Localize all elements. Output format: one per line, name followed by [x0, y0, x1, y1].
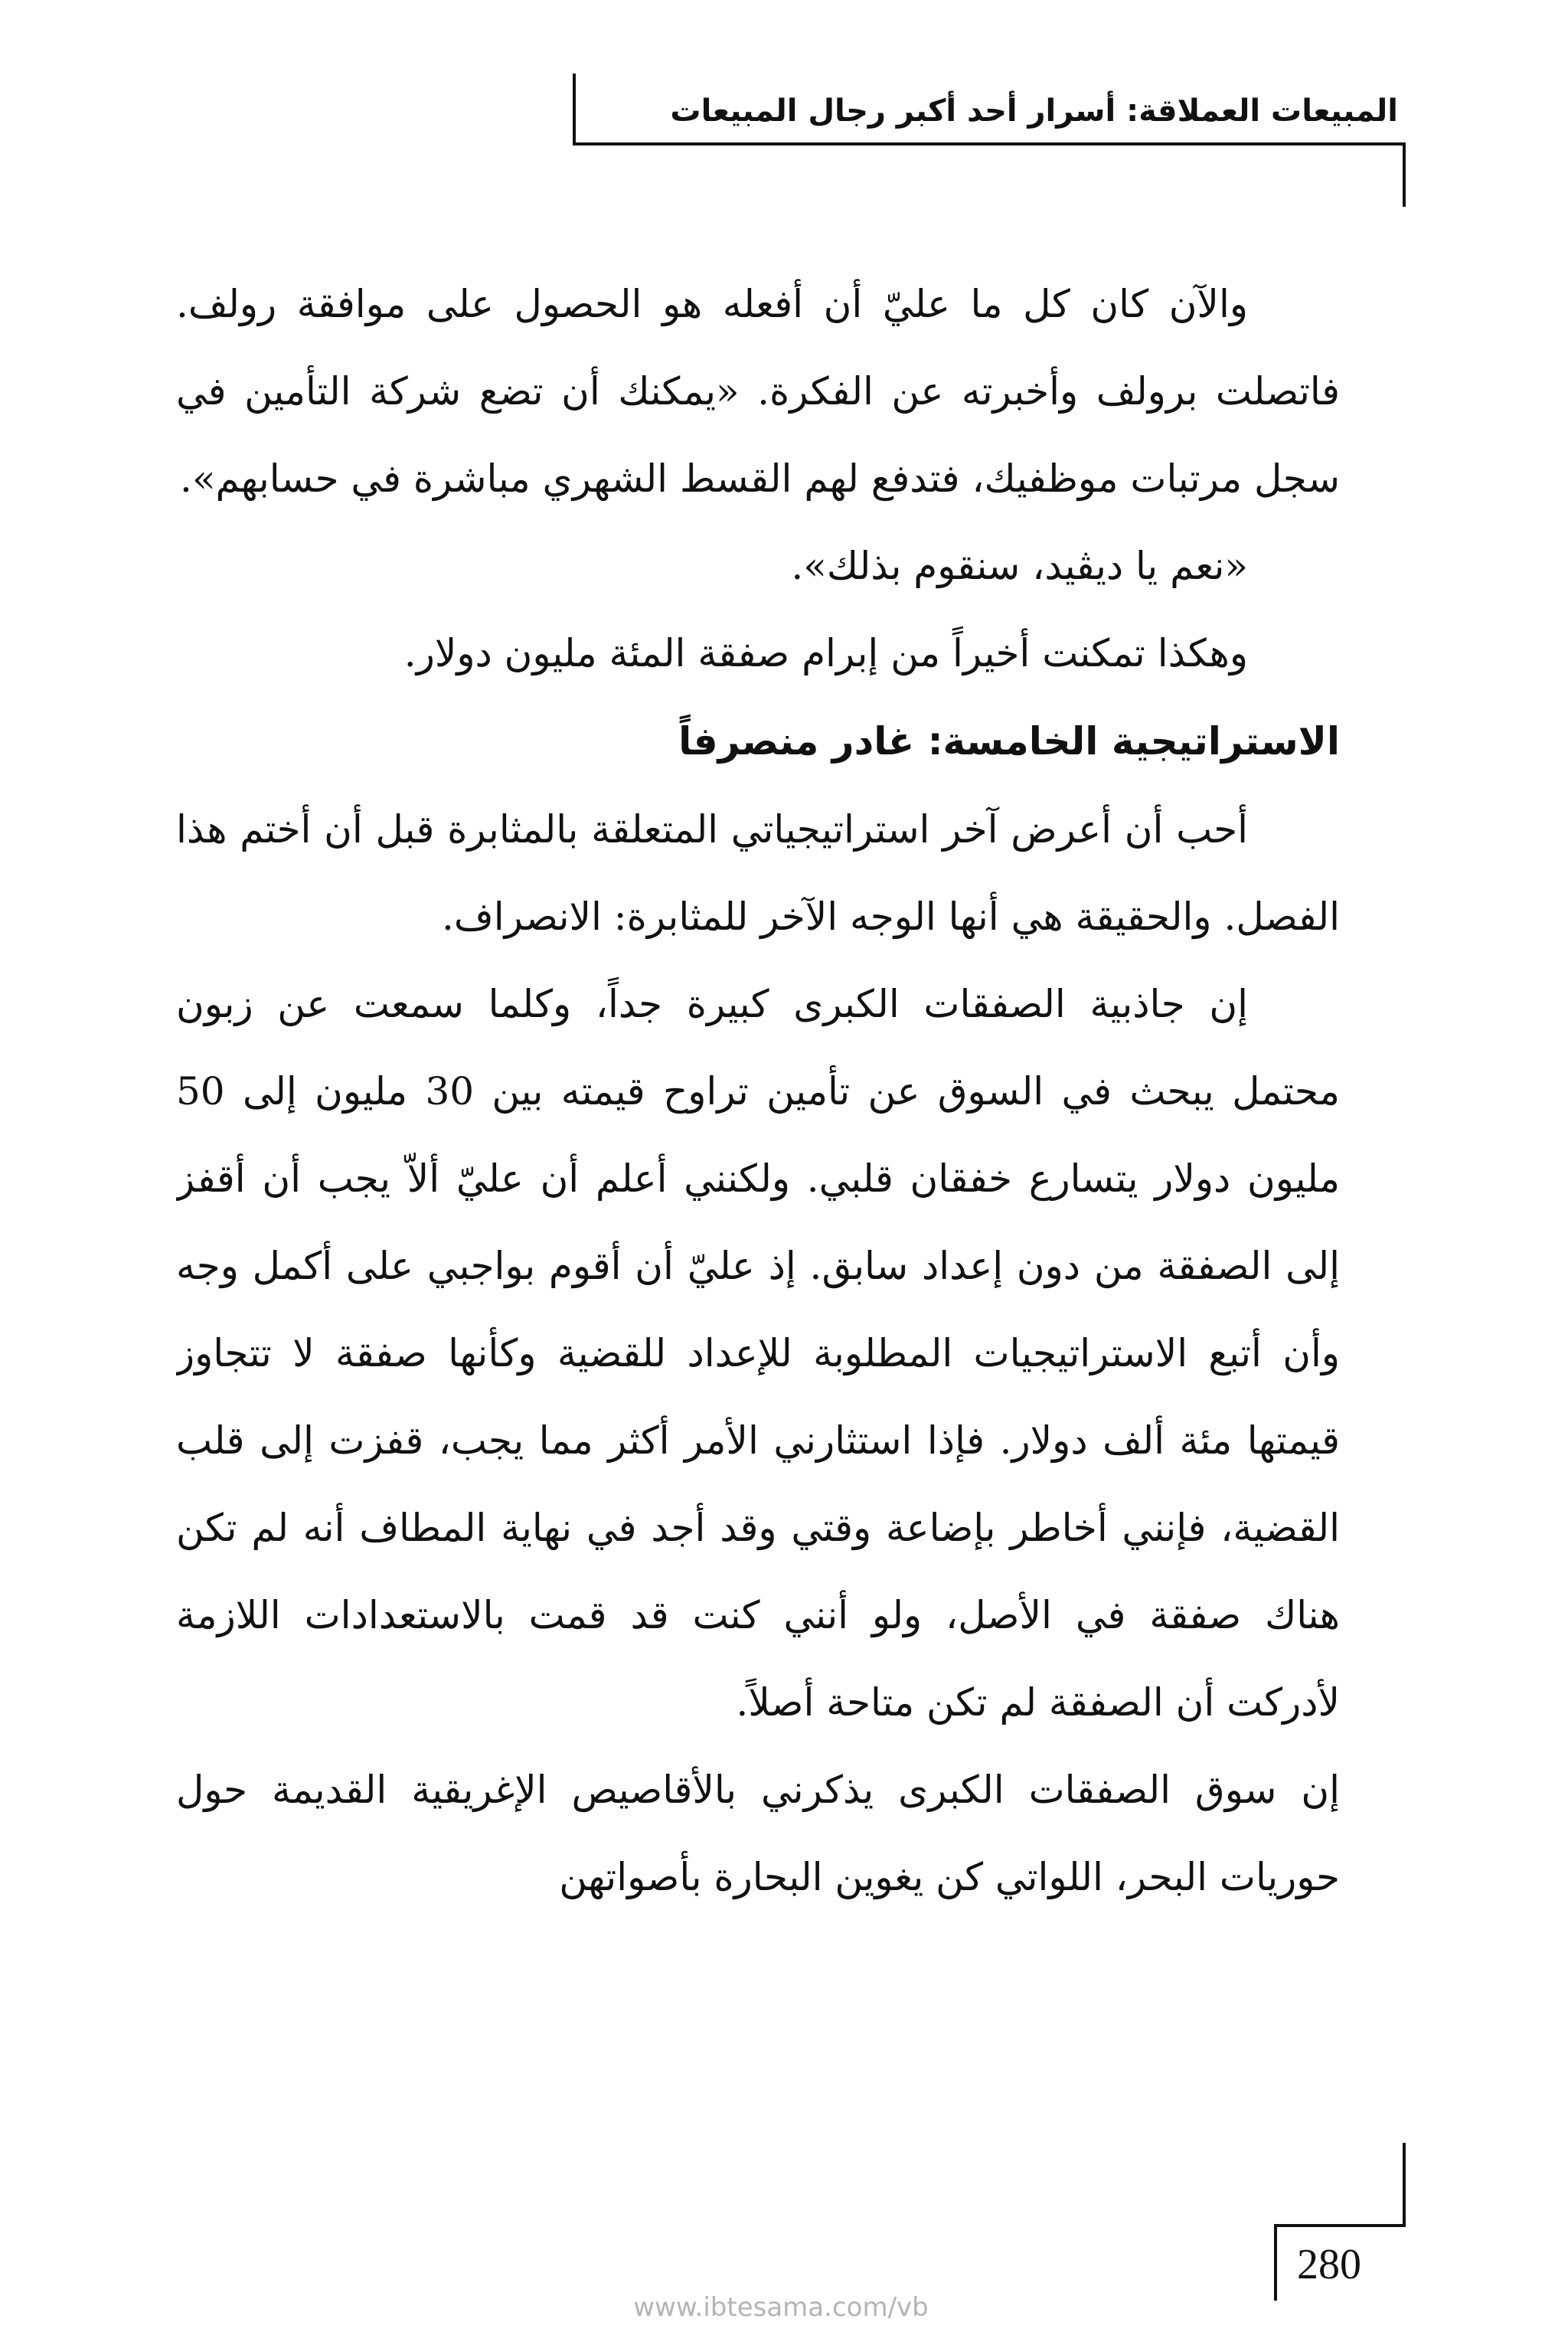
paragraph-4: أحب أن أعرض آخر استراتيجياتي المتعلقة بالمثابرة قبل أن أختم هذا الفصل. والحقيقة هي أنها الوجه الآخر للمثابرة: الانصراف.	[176, 807, 1340, 939]
header-rule-left	[573, 74, 576, 144]
watermark: www.ibtesama.com/vb	[633, 2292, 929, 2323]
paragraph-6: إن سوق الصفقات الكبرى يذكرني بالأقاصيص الإغريقية القديمة حول حوريات البحر، اللواتي كن يغوين البحارة بأصواتهن	[176, 1768, 1340, 1899]
page-number: 280	[1297, 2241, 1361, 2288]
paragraph-2: «نعم يا ديڤيد، سنقوم بذلك».	[791, 544, 1248, 588]
paragraph-5: إن جاذبية الصفقات الكبرى كبيرة جداً، وكلما سمعت عن زبون محتمل يبحث في السوق عن تأمين تراوح قيمته بين 30 مليون إلى 50 مليون دولار يتسارع خفقان قلبي. ولكنني أعلم أن عليّ ألاّ يجب أن أقفز إلى الصفقة من دون إعداد سابق. إذ عليّ أن أقوم بواجبي على أكمل وجه وأن أتبع الاستراتيجيات المطلوبة للإعداد للقضية وكأنها صفقة لا تتجاوز قيمتها مئة ألف دولار. فإذا استثارني الأمر أكثر مما يجب، قفزت إلى قلب القضية، فإنني أخاطر بإضاعة وقتي وقد أجد في نهاية المطاف أنه لم تكن هناك صفقة في الأصل، ولو أنني كنت قد قمت بالاستعدادات اللازمة لأدركت أن الصفقة لم تكن متاحة أصلاً.	[176, 982, 1340, 1725]
footer-rule-horizontal	[1274, 2224, 1406, 2227]
footer-rule-vertical-inner	[1274, 2224, 1277, 2301]
body-text	[176, 260, 1340, 2198]
paragraph-1: والآن كان كل ما عليّ أن أفعله هو الحصول على موافقة رولف. فاتصلت برولف وأخبرته عن الفكرة. «يمكنك أن تضع شركة التأمين في سجل مرتبات موظفيك، فتدفع لهم القسط الشهري مباشرة في حسابهم».	[176, 282, 1340, 501]
header-rule-bottom	[573, 142, 1406, 146]
running-header: المبيعات العملاقة: أسرار أحد أكبر رجال المبيعات	[670, 93, 1398, 129]
header-rule-right	[1403, 142, 1406, 207]
section-heading: الاستراتيجية الخامسة: غادر منصرفاً	[678, 719, 1340, 764]
footer-rule-vertical	[1403, 2143, 1406, 2226]
paragraph-3: وهكذا تمكنت أخيراً من إبرام صفقة المئة مليون دولار.	[403, 631, 1248, 675]
